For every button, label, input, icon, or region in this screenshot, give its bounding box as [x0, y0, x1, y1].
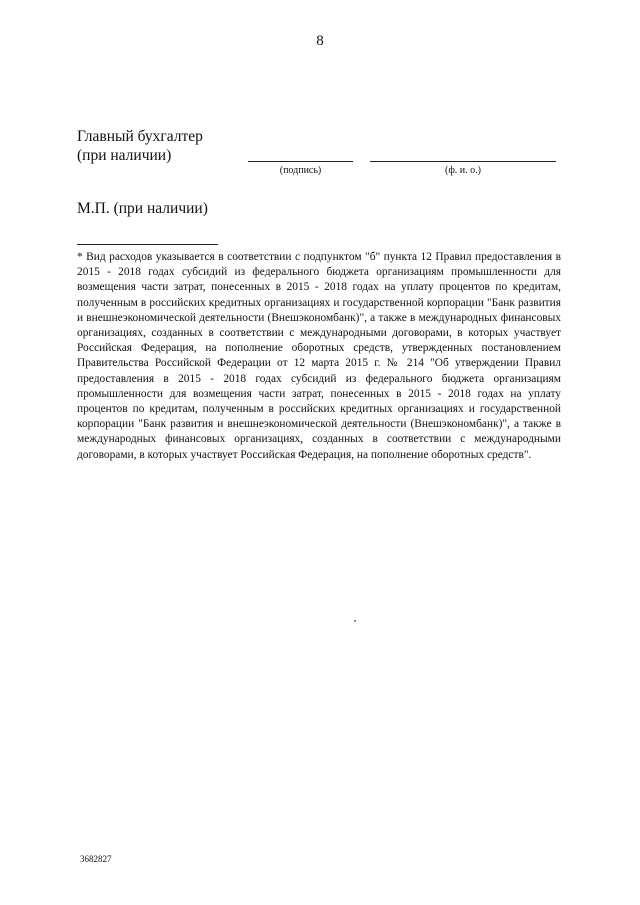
signature-title	[77, 127, 203, 165]
signature-caption: (подпись)	[279, 165, 322, 176]
footnote-divider	[77, 244, 218, 245]
document-id: 3682827	[80, 854, 112, 864]
page-number: 8	[316, 33, 324, 49]
name-caption: (ф. и. о.)	[445, 165, 481, 176]
footnote-text: * Вид расходов указывается в соответствии с подпунктом "б" пункта 12 Правил предоставления в 2015 - 2018 годах субсидий из федерального бюджета организациям промышленности для возмещения части затрат, понесенных в 2015 - 2018 годах на уплату процентов по кредитам, полученным в российских кредитных организациях и государственной корпорации "Банк развития и внешнеэкономической деятельности (Внешэкономбанк)", а также в международных финансовых организациях, созданных в соответствии с международными договорами, в которых участвует Российская Федерация, на пополнение оборотных средств, утвержденных постановлением Правительства Российской Федерации от 12 марта 2015 г. № 214 "Об утверждении Правил предоставления в 2015 - 2018 годах субсидий из федерального бюджета организациям промышленности для возмещения части затрат, понесенных в 2015 - 2018 годах на уплату процентов по кредитам, полученным в российских кредитных организациях и государственной корпорации "Банк развития и внешнеэкономической деятельности (Внешэкономбанк)", а также в международных финансовых организациях, созданных в соответствии с международными договорами, в которых участвует Российская Федерация, на пополнение оборотных средств".	[77, 251, 561, 461]
signature-title-position: Главный бухгалтер	[77, 128, 203, 145]
scan-speck	[354, 620, 356, 622]
signature-title-qualifier: (при наличии)	[77, 147, 172, 164]
signature-line	[248, 161, 353, 162]
name-line	[370, 161, 556, 162]
stamp-placeholder: М.П. (при наличии)	[77, 200, 208, 217]
